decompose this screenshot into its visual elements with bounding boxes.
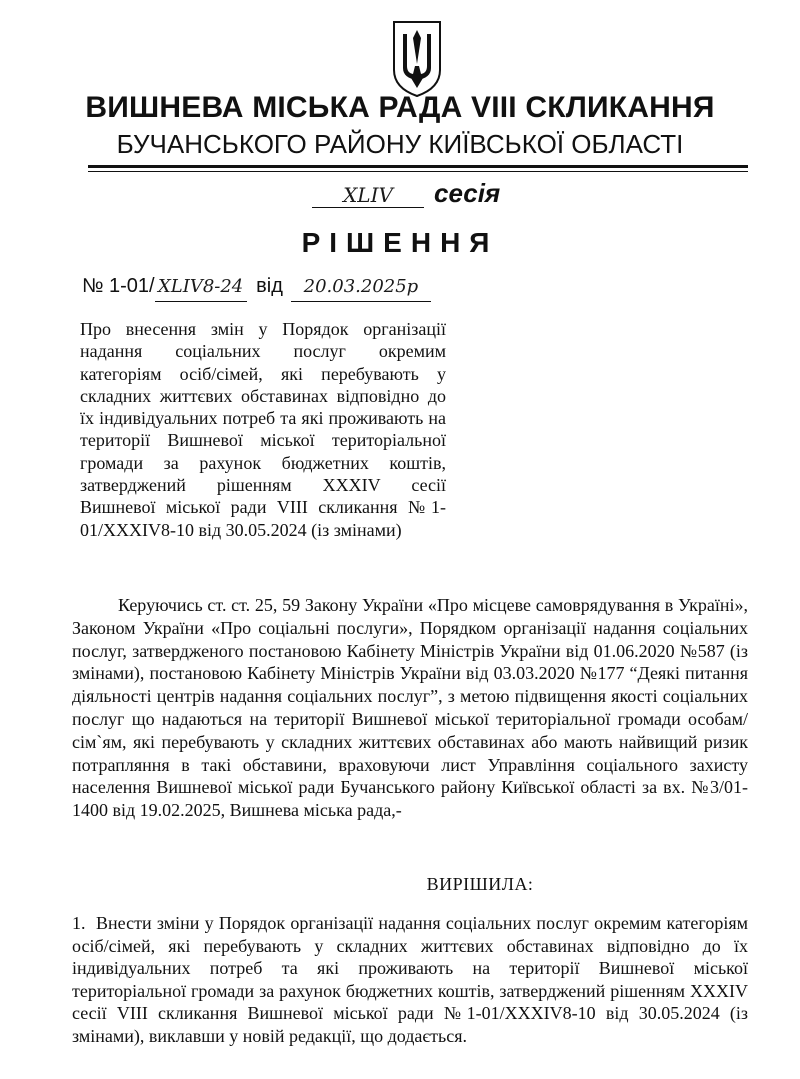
- decision-item-text: Внести зміни у Порядок організації надання соціальних послуг окремим категоріям осіб/сімей, які перебувають у складних життєвих обставинах відповідно до їх індивідуальних потреб та які проживають на території Вишневої міської територіальної громади за рахунок бюджетних коштів, затверджений рішенням XXXIV сесії VIII скликання Вишневої міської ради №1-01/XXXIV8-10 від 30.05.2024 (із змінами), виклавши у новій редакції, що додається.: [72, 913, 748, 1046]
- session-line: [312, 178, 500, 212]
- resolved-heading: [0, 872, 800, 896]
- document-date-prefix: від: [256, 275, 283, 297]
- document-number-handwritten: XLIV8-24: [155, 273, 247, 302]
- session-label: сесія: [434, 178, 501, 208]
- decision-item-number: 1.: [72, 913, 86, 933]
- decision-item: [72, 912, 748, 1048]
- decision-subject: Про внесення змін у Порядок організації надання соціальних послуг окремим категоріям осіб/сімей, які перебувають у складних життєвих обставинах відповідно до їх індивідуальних потреб та які проживають на території Вишневої міської територіальної громади за рахунок бюджетних коштів, затверджений рішенням XXXIV сесії Вишневої міської ради VIII скликання №1-01/XXXIV8-10 від 30.05.2024 (із змінами): [80, 319, 446, 540]
- trident-coat-of-arms-icon: [391, 18, 443, 98]
- document-title: РІШЕННЯ: [301, 227, 499, 258]
- council-region: БУЧАНСЬКОГО РАЙОНУ КИЇВСЬКОЇ ОБЛАСТІ: [116, 129, 684, 159]
- document-number-prefix: № 1-01/: [82, 275, 155, 297]
- header-divider-thick: [88, 165, 748, 168]
- session-number-handwritten: XLIV: [312, 183, 424, 208]
- council-name: ВИШНЕВА МІСЬКА РАДА VIII СКЛИКАННЯ: [85, 91, 715, 124]
- header-divider-thin: [88, 171, 748, 172]
- document-number-line: [82, 272, 431, 302]
- document-date-handwritten: 20.03.2025р: [291, 273, 431, 302]
- preamble-paragraph: Керуючись ст. ст. 25, 59 Закону України «Про місцеве самоврядування в Україні», Законом України «Про соціальні послуги», Порядком організації надання соціальних послуг, затвердженого постановою Кабінету Міністрів України від 01.06.2020 №587 (із змінами), постановою Кабінету Міністрів України від 03.03.2020 №177 “Деякі питання діяльності центрів надання соціальних послуг”, з метою підвищення якості соціальних послуг що надаються на території Вишневої міської територіальної громади особам/сім`ям, які перебувають у складних життєвих обставинах або мають найвищий ризик потрапляння в такі обставини, враховуючи лист Управління соціального захисту населення Вишневої міської ради Бучанського району Київської області за вх. №3/01-1400 від 19.02.2025, Вишнева міська рада,-: [72, 595, 748, 821]
- resolved-heading-text: ВИРІШИЛА:: [426, 874, 534, 894]
